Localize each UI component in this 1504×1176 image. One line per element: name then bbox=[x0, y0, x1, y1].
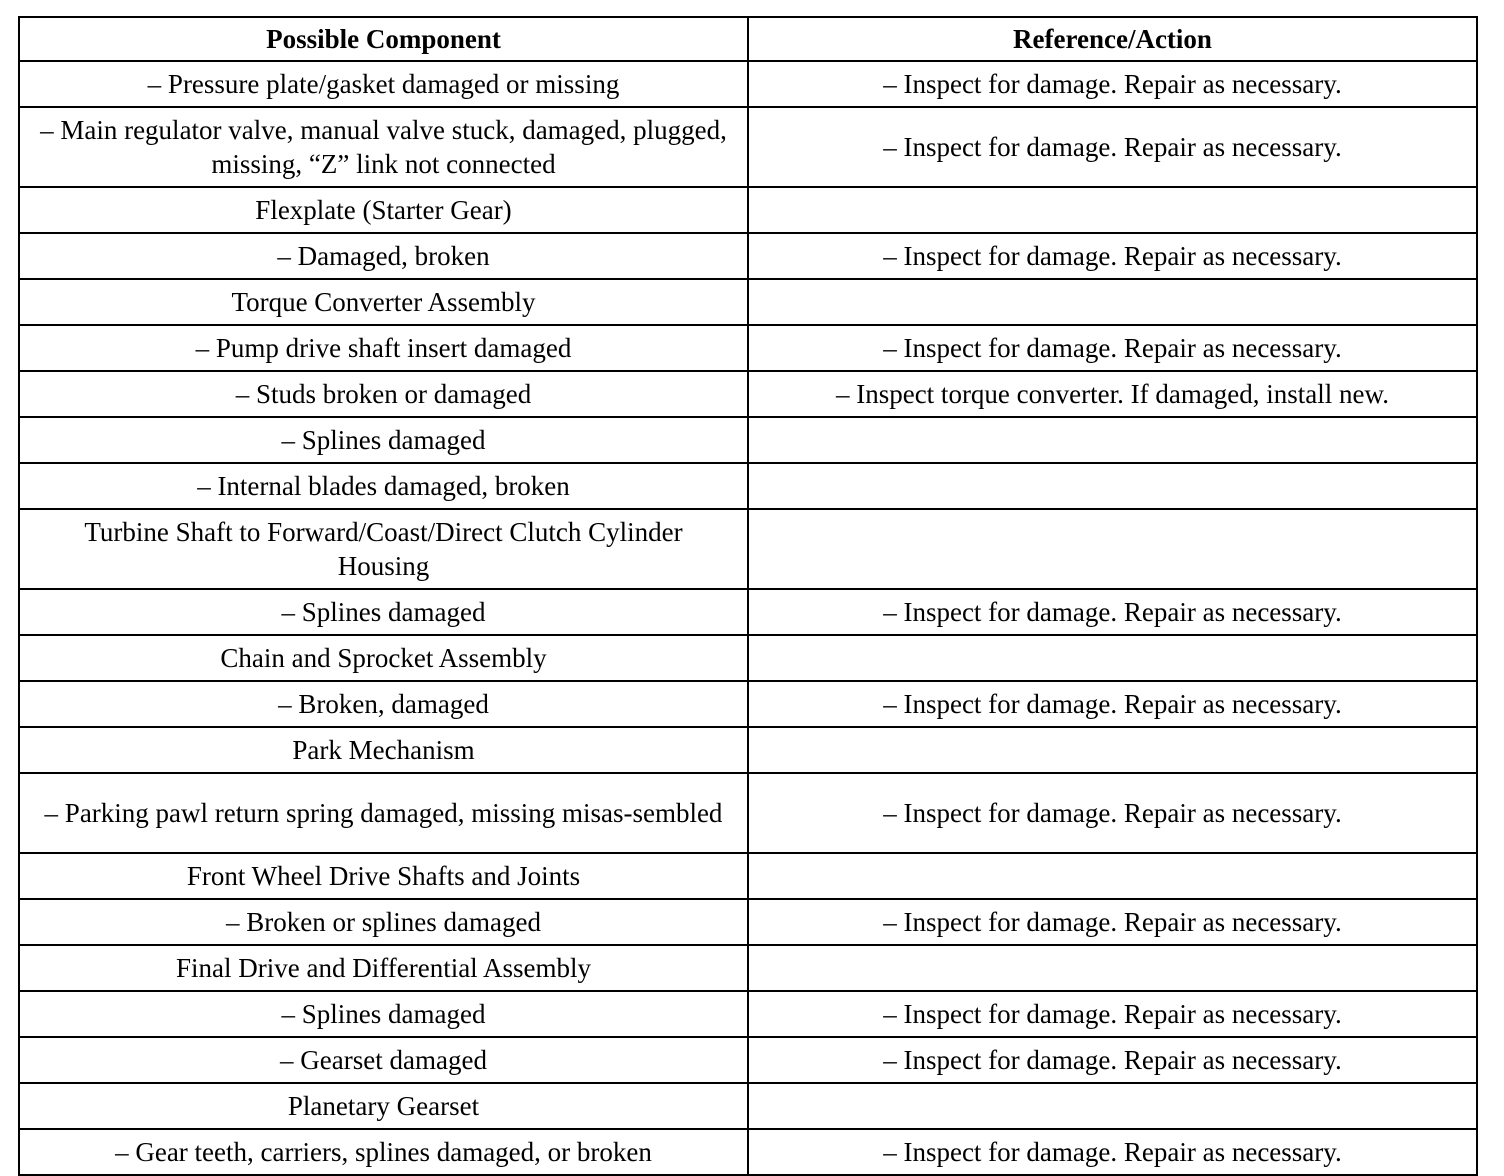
table-row bbox=[19, 853, 1477, 899]
component-cell: – Gearset damaged bbox=[19, 1037, 748, 1083]
action-cell: – Inspect for damage. Repair as necessary. bbox=[748, 61, 1477, 107]
table-row bbox=[19, 509, 1477, 589]
action-cell: – Inspect for damage. Repair as necessary. bbox=[748, 991, 1477, 1037]
table-row bbox=[19, 325, 1477, 371]
table-row bbox=[19, 635, 1477, 681]
action-cell: – Inspect torque converter. If damaged, install new. bbox=[748, 371, 1477, 417]
action-cell bbox=[748, 279, 1477, 325]
table-row bbox=[19, 991, 1477, 1037]
action-cell bbox=[748, 187, 1477, 233]
component-cell: – Gear teeth, carriers, splines damaged, or broken bbox=[19, 1129, 748, 1175]
component-cell: – Broken, damaged bbox=[19, 681, 748, 727]
action-cell bbox=[748, 463, 1477, 509]
table-row bbox=[19, 945, 1477, 991]
table-header-row bbox=[19, 17, 1477, 61]
component-cell: – Internal blades damaged, broken bbox=[19, 463, 748, 509]
component-cell: Turbine Shaft to Forward/Coast/Direct Clutch Cylinder Housing bbox=[19, 509, 748, 589]
action-cell: – Inspect for damage. Repair as necessary. bbox=[748, 899, 1477, 945]
table-row bbox=[19, 107, 1477, 187]
component-cell: Front Wheel Drive Shafts and Joints bbox=[19, 853, 748, 899]
component-cell: – Main regulator valve, manual valve stuck, damaged, plugged, missing, “Z” link not connected bbox=[19, 107, 748, 187]
component-cell: Planetary Gearset bbox=[19, 1083, 748, 1129]
component-cell: Final Drive and Differential Assembly bbox=[19, 945, 748, 991]
table-row bbox=[19, 1083, 1477, 1129]
action-cell: – Inspect for damage. Repair as necessary. bbox=[748, 325, 1477, 371]
column-header-possible-component: Possible Component bbox=[19, 17, 748, 61]
table-row bbox=[19, 727, 1477, 773]
action-cell bbox=[748, 635, 1477, 681]
action-cell: – Inspect for damage. Repair as necessary. bbox=[748, 773, 1477, 853]
component-cell: – Splines damaged bbox=[19, 417, 748, 463]
table-row bbox=[19, 61, 1477, 107]
table-row bbox=[19, 463, 1477, 509]
action-cell bbox=[748, 509, 1477, 589]
action-cell bbox=[748, 853, 1477, 899]
table-row bbox=[19, 233, 1477, 279]
component-cell: – Parking pawl return spring damaged, missing misas-sembled bbox=[19, 773, 748, 853]
component-cell: – Damaged, broken bbox=[19, 233, 748, 279]
component-cell: Chain and Sprocket Assembly bbox=[19, 635, 748, 681]
action-cell: – Inspect for damage. Repair as necessary. bbox=[748, 681, 1477, 727]
table-row bbox=[19, 773, 1477, 853]
table-row bbox=[19, 417, 1477, 463]
component-cell: Flexplate (Starter Gear) bbox=[19, 187, 748, 233]
table-row bbox=[19, 1129, 1477, 1175]
action-cell bbox=[748, 727, 1477, 773]
component-cell: Park Mechanism bbox=[19, 727, 748, 773]
table-row bbox=[19, 187, 1477, 233]
action-cell: – Inspect for damage. Repair as necessary. bbox=[748, 233, 1477, 279]
diagnosis-table-container bbox=[18, 16, 1476, 1176]
component-cell: Torque Converter Assembly bbox=[19, 279, 748, 325]
action-cell bbox=[748, 417, 1477, 463]
table-row bbox=[19, 681, 1477, 727]
table-row bbox=[19, 371, 1477, 417]
table-row bbox=[19, 1037, 1477, 1083]
table-row bbox=[19, 899, 1477, 945]
table-row bbox=[19, 279, 1477, 325]
action-cell: – Inspect for damage. Repair as necessary. bbox=[748, 1037, 1477, 1083]
component-cell: – Pressure plate/gasket damaged or missing bbox=[19, 61, 748, 107]
action-cell: – Inspect for damage. Repair as necessary. bbox=[748, 589, 1477, 635]
action-cell: – Inspect for damage. Repair as necessary. bbox=[748, 1129, 1477, 1175]
action-cell: – Inspect for damage. Repair as necessary. bbox=[748, 107, 1477, 187]
action-cell bbox=[748, 945, 1477, 991]
column-header-reference-action: Reference/Action bbox=[748, 17, 1477, 61]
action-cell bbox=[748, 1083, 1477, 1129]
table-row bbox=[19, 589, 1477, 635]
component-cell: – Pump drive shaft insert damaged bbox=[19, 325, 748, 371]
component-cell: – Studs broken or damaged bbox=[19, 371, 748, 417]
diagnosis-table bbox=[18, 16, 1478, 1176]
component-cell: – Splines damaged bbox=[19, 991, 748, 1037]
component-cell: – Broken or splines damaged bbox=[19, 899, 748, 945]
component-cell: – Splines damaged bbox=[19, 589, 748, 635]
